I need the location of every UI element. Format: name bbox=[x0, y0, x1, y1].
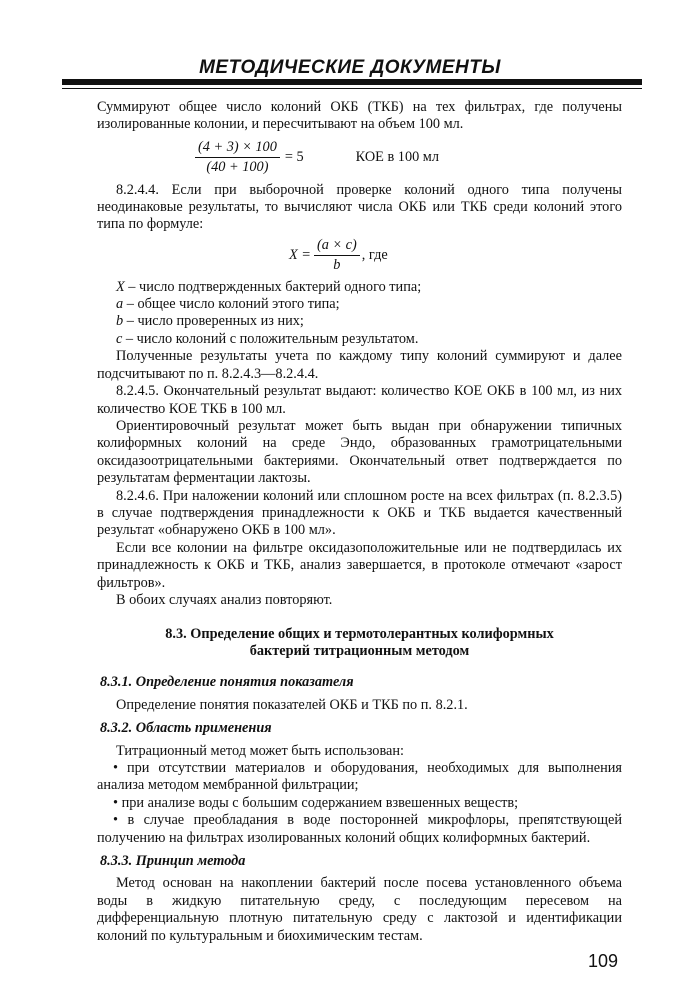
paragraph-oxidase: Если все колонии на фильтре оксидазоположительные или не подтвердилась их принадлежность к ОКБ и ТКБ, анализ завершается, в протоколе отмечают «зарост фильтров». bbox=[97, 539, 622, 591]
header-rule-thin bbox=[62, 88, 642, 89]
bullet-dot-icon: • bbox=[113, 812, 128, 829]
definition-line bbox=[97, 313, 622, 330]
paragraph-orientation: Ориентировочный результат может быть выдан при обнаружении типичных колиформных колоний на среде Эндо, образованных грамотрицательными оксидазоотрицательными бактериями. Окончательный ответ подтверждается по результатам ферментации лактозы. bbox=[97, 417, 622, 487]
page-body bbox=[97, 99, 622, 945]
definition-variable: a bbox=[116, 296, 124, 313]
fraction bbox=[195, 139, 280, 177]
definition-text: – число колоний с положительным результатом. bbox=[122, 330, 419, 347]
bullet-text: при отсутствии материалов и оборудования, необходимых для выполнения анализа методом мембранной фильтрации; bbox=[97, 760, 622, 794]
paragraph-8-2-4-6: 8.2.4.6. При наложении колоний или сплошном росте на всех фильтрах (п. 8.2.3.5) в случае подтверждения принадлежности к ОКБ и ТКБ выдается качественный результат «обнаружено ОКБ в 100 мл». bbox=[97, 487, 622, 539]
section-heading-line: 8.3. Определение общих и термотолерантных колиформных bbox=[165, 626, 554, 643]
section-heading-8-3 bbox=[97, 626, 622, 660]
formula-cfu-calc bbox=[195, 139, 622, 177]
formula-unit: КОЕ в 100 мл bbox=[355, 149, 439, 166]
subheading-8-3-3: 8.3.3. Принцип метода bbox=[100, 853, 246, 870]
formula-result: = 5 bbox=[284, 149, 304, 166]
definition-variable: c bbox=[116, 330, 123, 347]
paragraph-sum: Полученные результаты учета по каждому типу колоний суммируют и далее подсчитывают по п. 8.2.4.3—8.2.4.4. bbox=[97, 348, 622, 382]
bullet-dot-icon: • bbox=[113, 794, 122, 811]
paragraph-8-3-2-intro: Титрационный метод может быть использован: bbox=[116, 742, 404, 759]
formula-lhs: X = bbox=[289, 247, 311, 264]
definition-variable: b bbox=[116, 313, 124, 330]
fraction-denominator: (40 + 100) bbox=[206, 159, 269, 176]
bullet-dot-icon: • bbox=[113, 760, 127, 776]
bullet-text: при анализе воды с большим содержанием взвешенных веществ; bbox=[121, 794, 519, 811]
definition-line bbox=[97, 279, 622, 296]
paragraph-both-cases: В обоих случаях анализ повторяют. bbox=[116, 591, 333, 608]
paragraph-8-3-3: Метод основан на накоплении бактерий после посева установленного объема воды в жидкую питательную среду, с последующим пересевом на дифференциальную плотную питательную среду с лактозой и идентификации колоний по культуральным и биохимическим тестам. bbox=[97, 875, 622, 944]
page-number: 109 bbox=[587, 951, 618, 971]
header-rule-thick bbox=[62, 79, 642, 85]
intro-paragraph: Суммируют общее число колоний ОКБ (ТКБ) на тех фильтрах, где получены изолированные колонии, и пересчитывают на объем 100 мл. bbox=[97, 99, 622, 133]
fraction-numerator: (a × c) bbox=[314, 237, 360, 256]
fraction bbox=[314, 237, 360, 275]
section-heading-line: бактерий титрационным методом bbox=[249, 643, 470, 660]
running-header: МЕТОДИЧЕСКИЕ ДОКУМЕНТЫ bbox=[199, 57, 501, 78]
bullet-text: в случае преобладания в воде посторонней микрофлоры, препятствующей получению на фильтрах изолированных колоний общих колиформных бактерий. bbox=[97, 812, 622, 846]
paragraph-8-2-4-5: 8.2.4.5. Окончательный результат выдают: количество КОЕ ОКБ в 100 мл, из них количество КОЕ ТКБ в 100 мл. bbox=[97, 383, 622, 417]
bullet-item bbox=[97, 760, 622, 795]
subheading-8-3-1: 8.3.1. Определение понятия показателя bbox=[100, 674, 354, 691]
paragraph-8-3-1: Определение понятия показателей ОКБ и ТКБ по п. 8.2.1. bbox=[116, 696, 468, 713]
fraction-numerator: (4 + 3) × 100 bbox=[195, 139, 280, 158]
fraction-denominator: b bbox=[333, 257, 341, 274]
formula-x bbox=[289, 237, 622, 275]
definition-text: – общее число колоний этого типа; bbox=[123, 296, 340, 313]
definition-text: – число подтвержденных бактерий одного типа; bbox=[124, 278, 422, 295]
paragraph-8-2-4-4: 8.2.4.4. Если при выборочной проверке колоний одного типа получены неодинаковые результаты, то вычисляют числа ОКБ или ТКБ среди колоний этого типа по формуле: bbox=[97, 181, 622, 233]
bullet-item bbox=[97, 812, 622, 847]
subheading-8-3-2: 8.3.2. Область применения bbox=[100, 720, 272, 737]
formula-suffix: , где bbox=[361, 247, 388, 264]
definition-line bbox=[97, 296, 622, 313]
definition-line bbox=[97, 331, 622, 348]
bullet-item bbox=[97, 795, 622, 812]
definition-variable: X bbox=[116, 278, 125, 295]
definition-text: – число проверенных из них; bbox=[123, 313, 304, 330]
